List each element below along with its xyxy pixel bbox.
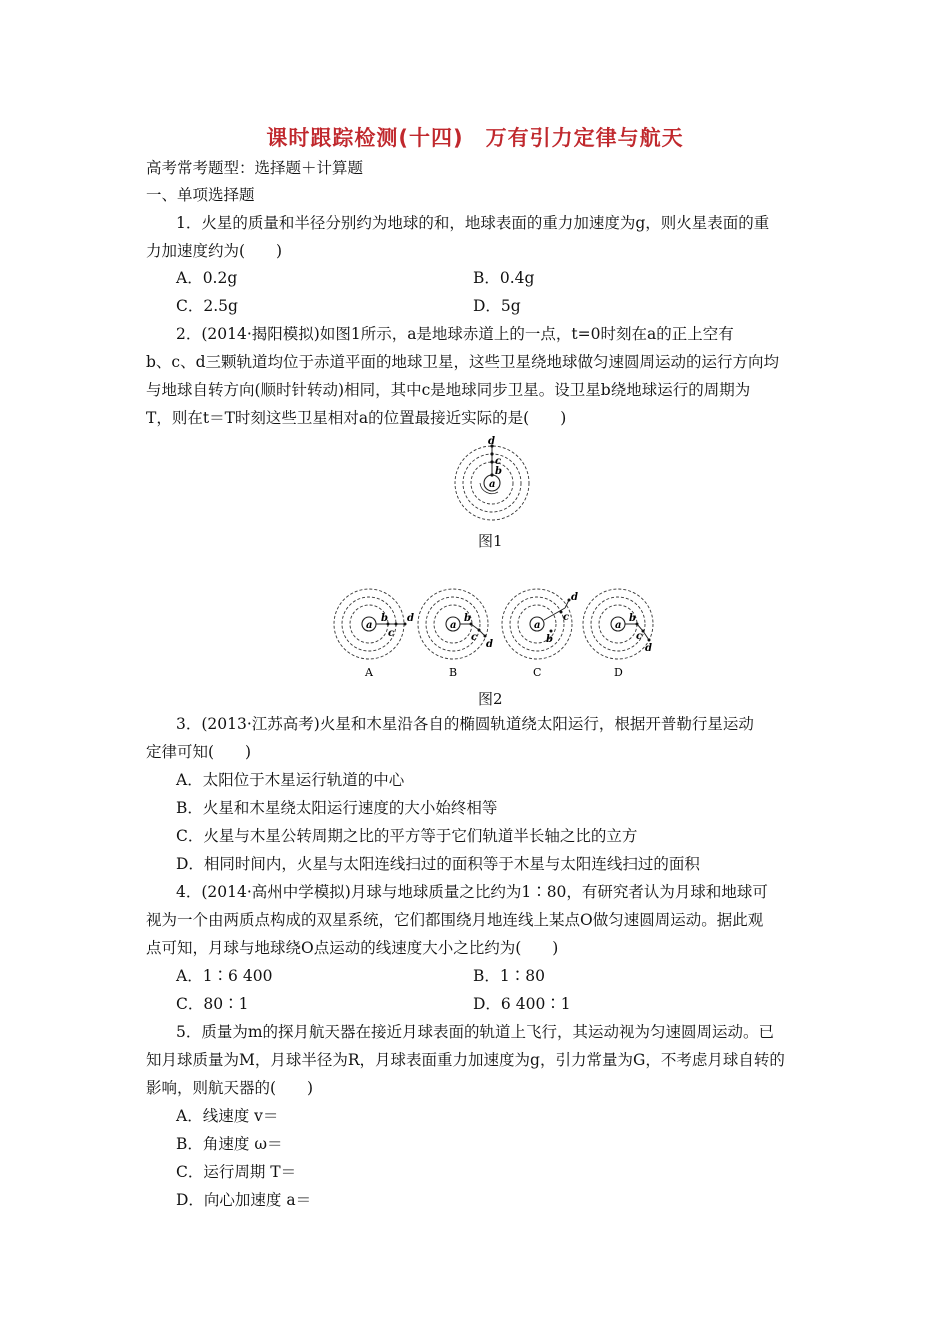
- fig2d-label-c: c: [636, 631, 643, 642]
- page-title: [0, 122, 950, 152]
- fig1-label-b: b: [495, 466, 502, 477]
- fig2b-label-a: a: [450, 620, 457, 631]
- q5-option-a: A．线速度 v＝: [176, 1107, 279, 1125]
- q1-line1: 1．火星的质量和半径分别约为地球的和，地球表面的重力加速度为g，则火星表面的重: [176, 214, 770, 232]
- fig2d-label-d: d: [645, 643, 652, 654]
- fig2-option-a-diagram: [334, 589, 414, 659]
- fig2b-label-d: d: [486, 639, 493, 650]
- q5-line1: 5．质量为m的探月航天器在接近月球表面的轨道上飞行，其运动视为匀速圆周运动。已: [176, 1023, 775, 1041]
- q4-option-c: C．80∶1: [176, 995, 249, 1013]
- fig2-letter-c: C: [533, 666, 542, 679]
- fig2a-label-a: a: [366, 620, 373, 631]
- fig2-letter-b: B: [449, 666, 458, 679]
- q4-option-d: D．6 400∶1: [473, 995, 571, 1013]
- q5-option-c: C．运行周期 T＝: [176, 1163, 297, 1181]
- fig2-option-d-diagram: [583, 589, 653, 659]
- fig2c-label-a: a: [534, 620, 541, 631]
- fig2a-label-b: b: [381, 613, 388, 624]
- q4-line3: 点可知，月球与地球绕O点运动的线速度大小之比约为( ): [146, 939, 559, 957]
- fig1-label-d: d: [488, 436, 495, 447]
- q5-option-b: B．角速度 ω＝: [176, 1135, 283, 1153]
- q1-option-c: C．2.5g: [176, 297, 238, 315]
- fig1-label-a: a: [489, 479, 496, 490]
- q3-option-c: C．火星与木星公转周期之比的平方等于它们轨道半长轴之比的立方: [176, 827, 638, 845]
- fig2-option-c-diagram: [502, 589, 578, 659]
- q5-option-d: D．向心加速度 a＝: [176, 1191, 312, 1209]
- fig2b-label-b: b: [464, 613, 471, 624]
- q2-line1: 2．(2014·揭阳模拟)如图1所示，a是地球赤道上的一点，t=0时刻在a的正上空有: [176, 325, 734, 343]
- q1-option-a: A．0.2g: [176, 269, 238, 287]
- q2-line2: b、c、d三颗轨道均位于赤道平面的地球卫星，这些卫星绕地球做匀速圆周运动的运行方向均: [146, 353, 780, 371]
- q2-line4: T，则在t＝T时刻这些卫星相对a的位置最接近实际的是( ): [146, 409, 567, 427]
- figure-2-caption: 图2: [478, 690, 503, 708]
- fig1-label-c: c: [495, 456, 502, 467]
- q3-option-d: D．相同时间内，火星与太阳连线扫过的面积等于木星与太阳连线扫过的面积: [176, 855, 700, 873]
- q1-option-d: D．5g: [473, 297, 521, 315]
- fig2c-label-b: b: [546, 634, 553, 645]
- fig2-letter-a: A: [365, 666, 373, 679]
- fig2-letter-d: D: [614, 666, 623, 679]
- fig2d-label-b: b: [629, 613, 636, 624]
- q1-option-b: B．0.4g: [473, 269, 535, 287]
- fig2a-label-c: c: [388, 628, 395, 639]
- figure-1: [452, 436, 532, 522]
- fig2-option-b-diagram: [418, 589, 493, 659]
- q4-line1: 4．(2014·高州中学模拟)月球与地球质量之比约为1∶80，有研究者认为月球和地球可: [176, 883, 768, 901]
- section-heading: 一、单项选择题: [146, 186, 255, 204]
- q3-line2: 定律可知( ): [146, 743, 252, 761]
- q4-line2: 视为一个由两质点构成的双星系统，它们都围绕月地连线上某点O做匀速圆周运动。据此观: [146, 911, 764, 929]
- q2-line3: 与地球自转方向(顺时针转动)相同，其中c是地球同步卫星。设卫星b绕地球运行的周期为: [146, 381, 751, 399]
- fig2c-label-c: c: [563, 612, 570, 623]
- q1-line2: 力加速度约为( ): [146, 242, 283, 260]
- figure-1-caption: 图1: [478, 532, 503, 550]
- q5-line2: 知月球质量为M，月球半径为R，月球表面重力加速度为g，引力常量为G，不考虑月球自转的: [146, 1051, 785, 1069]
- fig2c-label-d: d: [571, 592, 578, 603]
- title-sub: 万有引力定律与航天: [485, 126, 684, 150]
- fig2d-label-a: a: [615, 620, 622, 631]
- fig2b-label-c: c: [471, 632, 478, 643]
- q4-option-b: B．1∶80: [473, 967, 545, 985]
- question-types: 高考常考题型：选择题＋计算题: [146, 159, 364, 177]
- q4-option-a: A．1∶6 400: [176, 967, 273, 985]
- q3-line1: 3．(2013·江苏高考)火星和木星沿各自的椭圆轨道绕太阳运行，根据开普勒行星运动: [176, 715, 754, 733]
- fig2a-label-d: d: [407, 613, 414, 624]
- title-main: 课时跟踪检测(十四): [266, 126, 464, 150]
- q5-line3: 影响，则航天器的( ): [146, 1079, 314, 1097]
- q3-option-b: B．火星和木星绕太阳运行速度的大小始终相等: [176, 799, 498, 817]
- figure-2: [325, 584, 665, 680]
- q3-option-a: A．太阳位于木星运行轨道的中心: [176, 771, 405, 789]
